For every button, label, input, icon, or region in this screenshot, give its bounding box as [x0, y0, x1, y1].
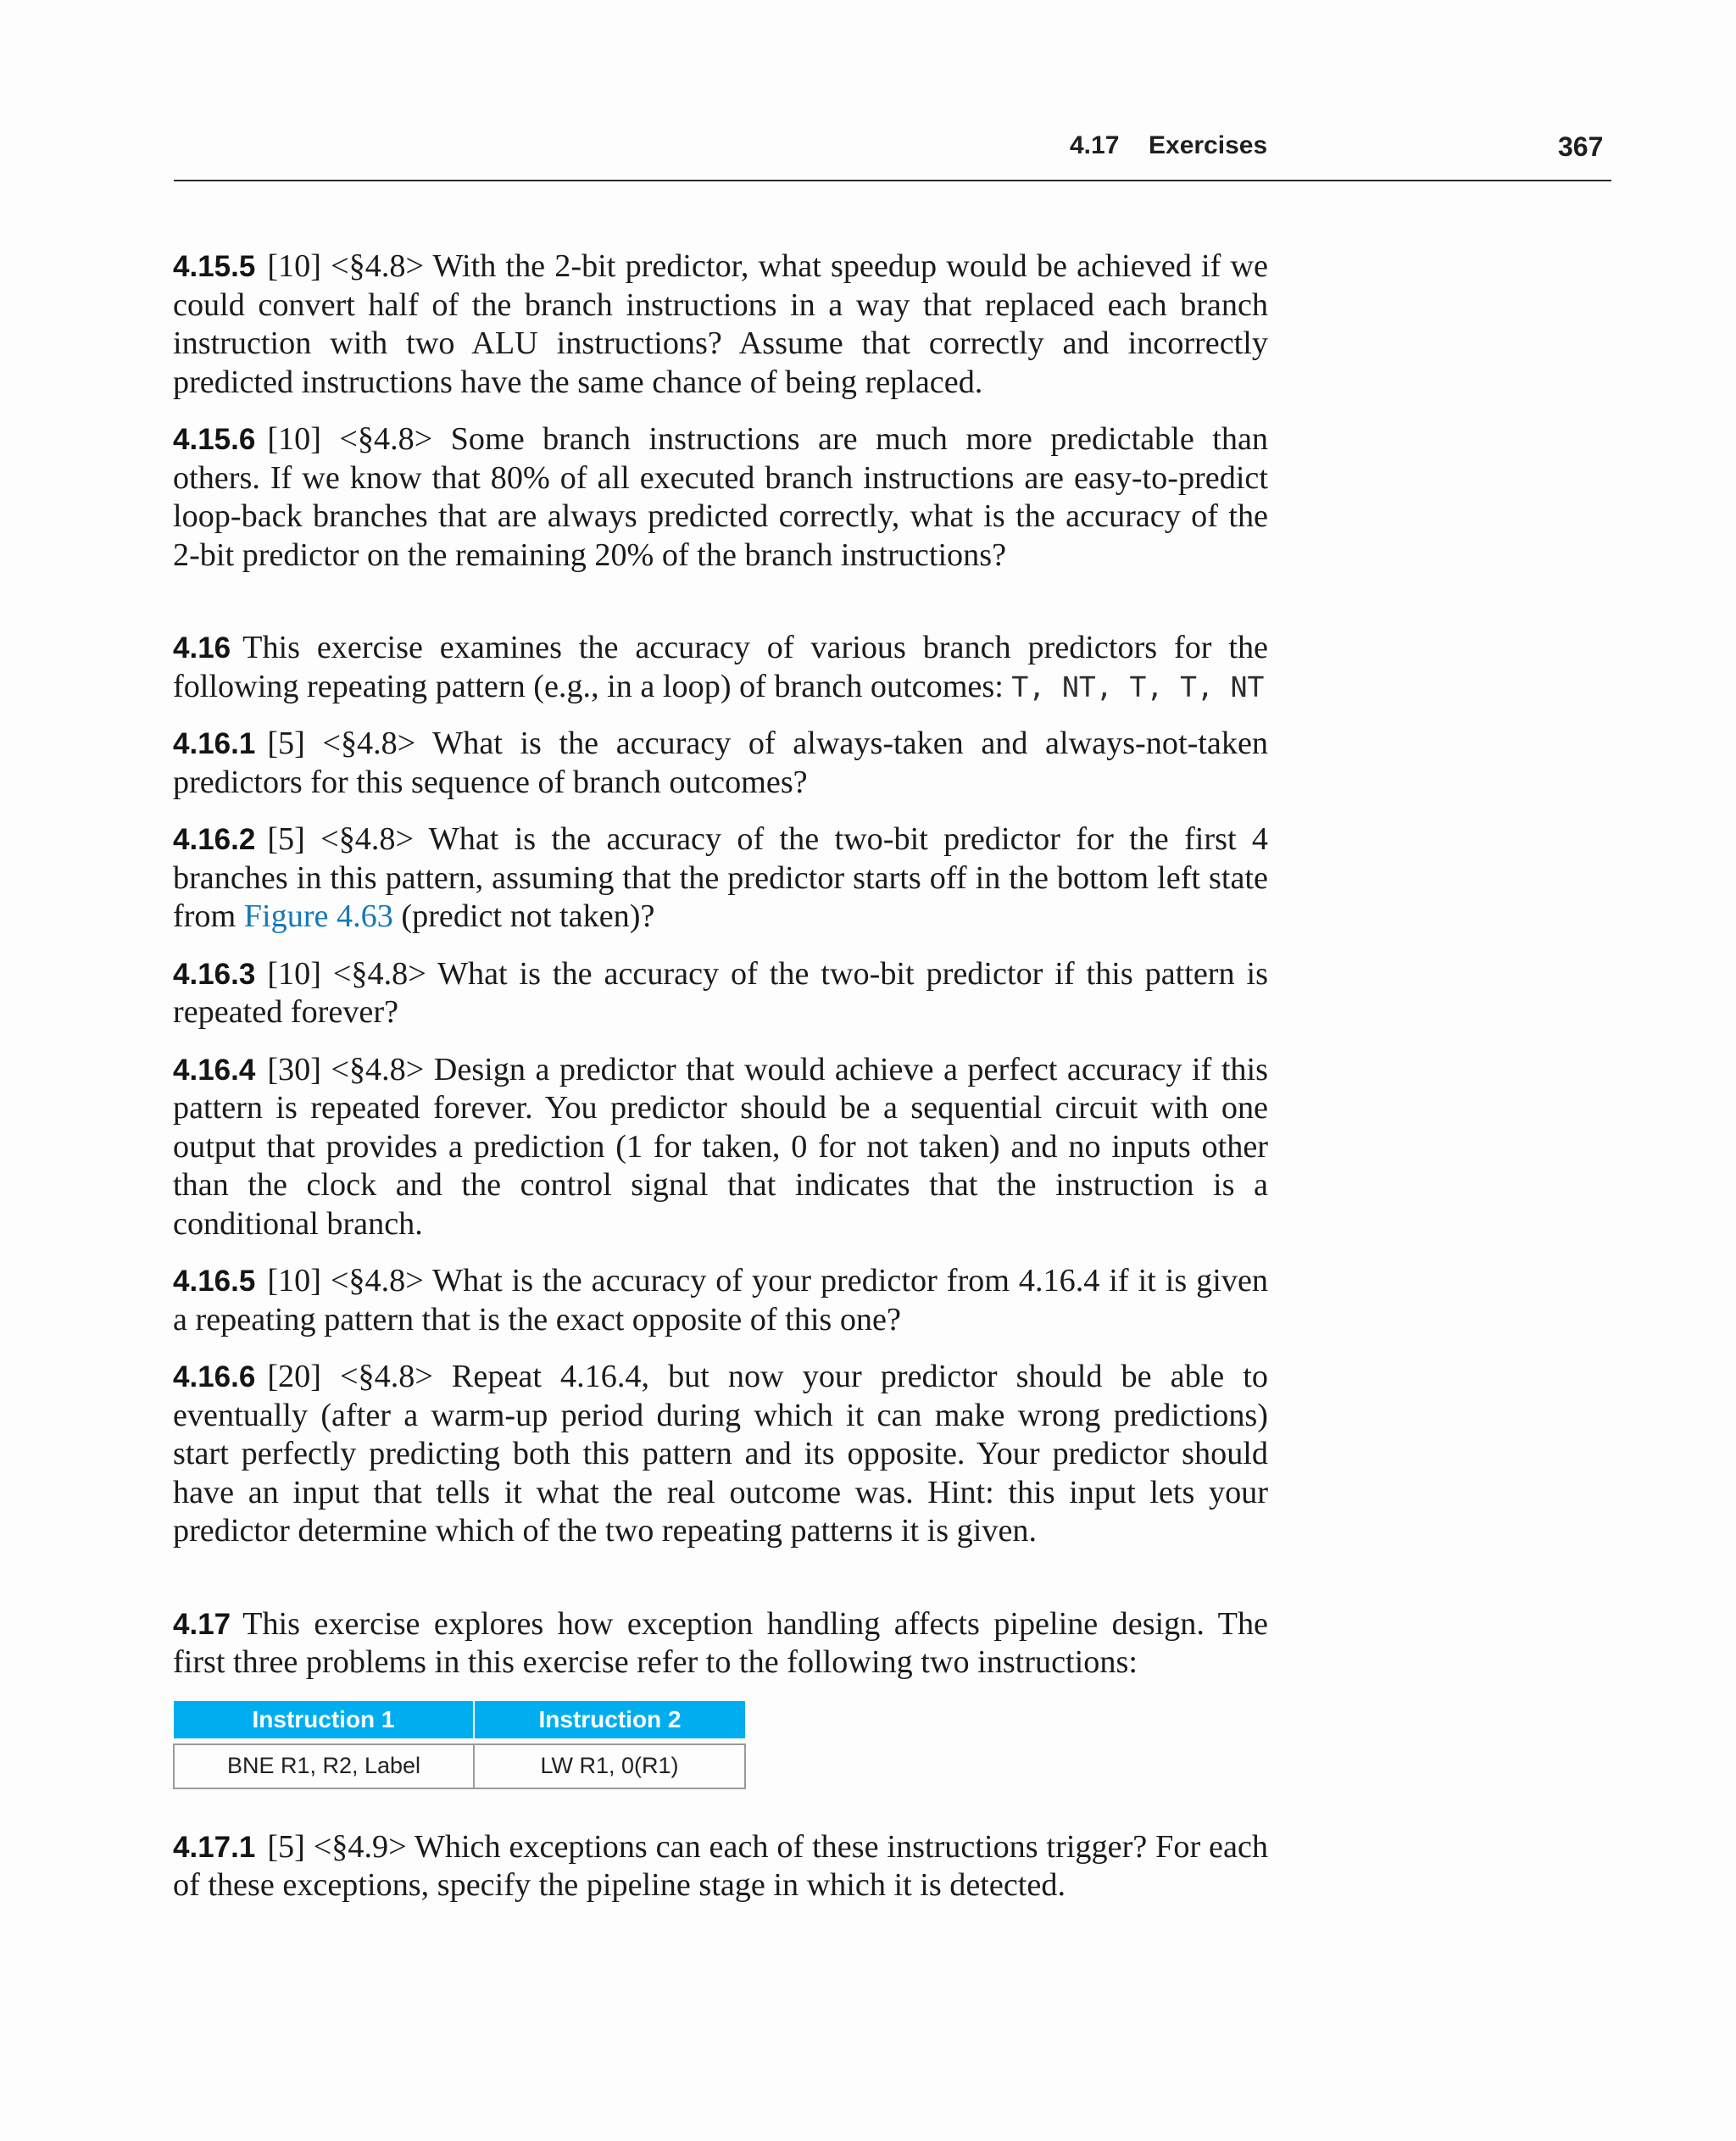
- exercise-number: 4.16.6: [173, 1360, 256, 1393]
- table-row: [174, 1744, 745, 1788]
- table-header-row: [174, 1701, 745, 1738]
- exercise-text: This exercise examines the accuracy of various branch predictors for the following repeating pattern (e.g., in a loop) of branch outcomes:: [173, 630, 1268, 704]
- exercise-number: 4.15.5: [173, 250, 256, 283]
- running-head-section-number: 4.17: [1070, 131, 1120, 159]
- exercise-text: [5] <§4.8> What is the accuracy of always-taken and always-not-taken predictors for this sequence of branch outcomes?: [173, 726, 1268, 800]
- table-cell-instruction-2: LW R1, 0(R1): [474, 1744, 745, 1788]
- exercise-4-16-6: [173, 1358, 1268, 1551]
- exercise-number: 4.17.1: [173, 1830, 256, 1864]
- exercise-text: [10] <§4.8> With the 2-bit predictor, what speedup would be achieved if we could convert half of the branch instructions in a way that replaced each branch instruction with two ALU instructions? Assume that correctly and incorrectly predicted instructions have the same chance of being replaced.: [173, 248, 1268, 400]
- branch-outcome-pattern: T, NT, T, T, NT: [1011, 670, 1265, 703]
- exercise-number: 4.16: [173, 631, 231, 665]
- exercise-4-16-1: [173, 725, 1268, 802]
- header-rule: [174, 180, 1611, 181]
- table-header-instruction-1: Instruction 1: [174, 1701, 474, 1738]
- exercise-text: [5] <§4.8> What is the accuracy of the two-bit predictor for the first 4 branches in this pattern, assuming that the predictor starts off in the bottom left state from: [173, 821, 1268, 934]
- body-column: [173, 247, 1268, 1924]
- exercise-number: 4.16.4: [173, 1053, 256, 1087]
- table-header-instruction-2: Instruction 2: [474, 1701, 745, 1738]
- exercise-4-16-5: [173, 1262, 1268, 1339]
- figure-4-63-link[interactable]: Figure 4.63: [243, 898, 393, 934]
- exercise-number: 4.16.3: [173, 957, 256, 991]
- exercise-4-16-3: [173, 955, 1268, 1032]
- exercise-number: 4.15.6: [173, 423, 256, 456]
- exercise-text: [30] <§4.8> Design a predictor that would achieve a perfect accuracy if this pattern is repeated forever. You predictor should be a sequential circuit with one output that provides a prediction (1 for taken, 0 for not taken) and no inputs other than the clock and the control signal that indicates that the instruction is a conditional branch.: [173, 1051, 1268, 1242]
- exercise-text: This exercise explores how exception handling affects pipeline design. The first three problems in this exercise refer to the following two instructions:: [173, 1605, 1268, 1680]
- exercise-4-17: [173, 1605, 1268, 1682]
- table-spacer-cell: [174, 1738, 745, 1744]
- exercise-text-end: (predict not taken)?: [401, 898, 655, 934]
- exercise-text: [10] <§4.8> What is the accuracy of the two-bit predictor if this pattern is repeated forever?: [173, 955, 1268, 1030]
- table-cell-instruction-1: BNE R1, R2, Label: [174, 1744, 474, 1788]
- exercise-number: 4.17: [173, 1607, 231, 1641]
- exercise-4-17-1: [173, 1828, 1268, 1905]
- exercise-number: 4.16.5: [173, 1265, 256, 1298]
- table-spacer: [174, 1738, 745, 1744]
- exercise-4-15-6: [173, 420, 1268, 575]
- running-head-section-title: Exercises: [1149, 131, 1268, 159]
- exercise-text: [10] <§4.8> What is the accuracy of your predictor from 4.16.4 if it is given a repeating pattern that is the exact opposite of this one?: [173, 1263, 1268, 1337]
- exercise-number: 4.16.1: [173, 727, 256, 760]
- exercise-text: [5] <§4.9> Which exceptions can each of these instructions trigger? For each of these exceptions, specify the pipeline stage in which it is detected.: [173, 1828, 1268, 1903]
- exercise-4-16-2: [173, 820, 1268, 937]
- exercise-4-16-4: [173, 1051, 1268, 1244]
- instruction-table: [173, 1701, 746, 1789]
- page-number: 367: [1558, 131, 1604, 162]
- exercise-text: [10] <§4.8> Some branch instructions are much more predictable than others. If we know that 80% of all executed branch instructions are easy-to-predict loop-back branches that are always predicted correctly, what is the accuracy of the 2-bit predictor on the remaining 20% of the branch instructions?: [173, 421, 1268, 573]
- exercise-4-15-5: [173, 247, 1268, 402]
- exercise-number: 4.16.2: [173, 823, 256, 856]
- exercise-4-16: [173, 629, 1268, 706]
- exercise-text: [20] <§4.8> Repeat 4.16.4, but now your predictor should be able to eventually (after a warm-up period during which it can make wrong predictions) start perfectly predicting both this pattern and its opposite. Your predictor should have an input that tells it what the real outcome was. Hint: this input lets your predictor determine which of the two repeating patterns it is given.: [173, 1359, 1268, 1549]
